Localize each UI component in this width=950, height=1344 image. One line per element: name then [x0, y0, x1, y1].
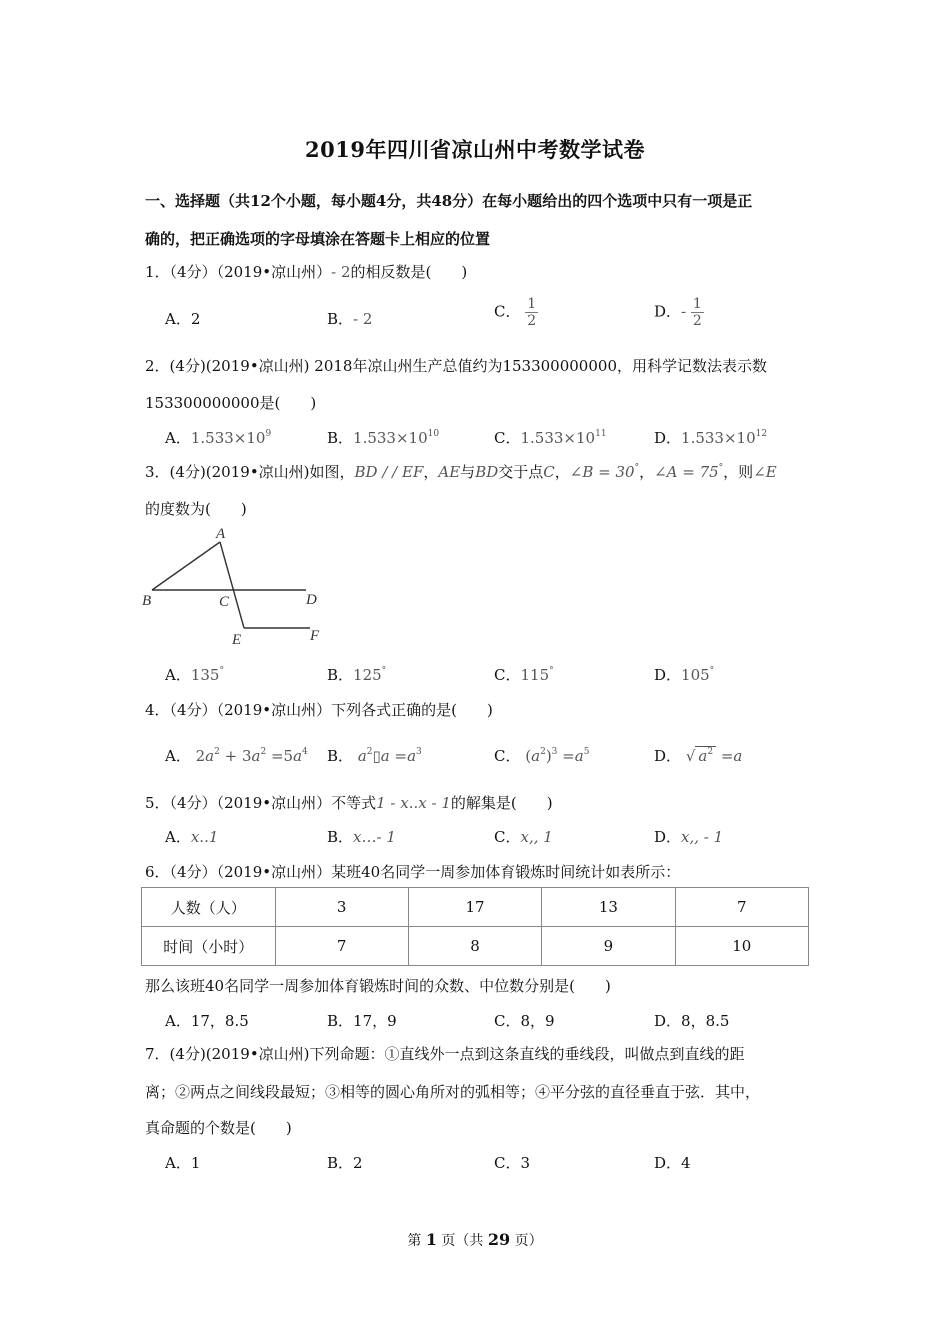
q5-option-a[interactable] — [165, 826, 218, 847]
option-formula: $2a^2 + 3a^2 =5a^4$ — [195, 747, 308, 765]
question-5 — [145, 792, 553, 813]
option-label: B． — [327, 747, 354, 765]
q5-option-d[interactable] — [654, 826, 723, 847]
degree: ° — [718, 463, 724, 473]
option-exponent: 9 — [265, 429, 272, 439]
option-label: B． — [327, 1154, 354, 1172]
segment-ba — [152, 542, 220, 590]
q3-angle-e: ∠E — [753, 463, 777, 481]
geometry-figure — [140, 520, 340, 650]
option-label: D． — [654, 828, 682, 846]
section-header-line2: 确的，把正确选项的字母填涂在答题卡上相应的位置 — [145, 230, 491, 248]
option-exponent: 12 — [755, 429, 768, 439]
option-base: 1.533×10 — [353, 429, 428, 447]
q7-option-c[interactable] — [494, 1152, 530, 1173]
option-label: A． — [165, 1154, 191, 1172]
q6-option-d[interactable] — [654, 1010, 729, 1031]
segment-ae — [220, 542, 244, 628]
q7-option-a[interactable] — [165, 1152, 200, 1173]
option-formula: $(a^2)^3 =a^5$ — [525, 747, 590, 765]
option-value: x,, - 1 — [681, 828, 724, 846]
q1-option-d[interactable] — [654, 296, 704, 329]
option-value: x,, 1 — [520, 828, 553, 846]
q4-option-a[interactable] — [165, 745, 308, 766]
q2-option-d[interactable] — [654, 427, 767, 448]
q3-bd: BD — [475, 463, 499, 481]
label-e: E — [232, 632, 242, 648]
q5-option-c[interactable] — [494, 826, 553, 847]
option-label: C． — [494, 1154, 521, 1172]
fraction — [525, 296, 538, 329]
option-value: 115 — [520, 666, 550, 684]
q4-option-c[interactable] — [494, 745, 589, 766]
table-cell: 13 — [542, 888, 675, 927]
footer-post: 页） — [510, 1233, 543, 1249]
option-value: - 2 — [353, 310, 373, 328]
footer-pre: 第 — [407, 1233, 426, 1249]
table-cell: 10 — [675, 927, 808, 966]
option-value: 2 — [353, 1154, 363, 1172]
label-f: F — [310, 628, 320, 644]
q4-option-d[interactable] — [654, 745, 742, 766]
degree: ° — [634, 463, 640, 473]
q3-option-c[interactable] — [494, 664, 554, 685]
option-value: 17，8.5 — [190, 1012, 249, 1030]
q3-yu: 与 — [460, 463, 476, 481]
q6-option-b[interactable] — [327, 1010, 397, 1031]
question-3-line2: 的度数为( ) — [145, 500, 247, 518]
q5-prefix: 5．（4分）（2019•凉山州）不等式 — [145, 794, 377, 812]
q7-option-b[interactable] — [327, 1152, 363, 1173]
table-cell: 17 — [408, 888, 541, 927]
fraction — [691, 296, 704, 329]
option-base: 1.533×10 — [520, 429, 596, 447]
q3-ze: ，则 — [723, 463, 754, 481]
degree: ° — [549, 666, 554, 676]
option-exponent: 11 — [595, 429, 607, 439]
option-sign: - — [681, 302, 691, 321]
table-cell: 7 — [675, 888, 808, 927]
option-value: 2 — [190, 310, 201, 328]
table-cell: 人数（人） — [142, 888, 276, 927]
table-row — [142, 927, 809, 966]
option-value: 1 — [190, 1154, 201, 1172]
label-b: B — [142, 593, 152, 609]
option-formula: $a^2▯a =a^3$ — [357, 747, 422, 765]
option-label: B． — [327, 310, 354, 328]
table-cell: 8 — [408, 927, 541, 966]
option-label: B． — [327, 429, 354, 447]
table-row — [142, 888, 809, 927]
question-7-line3: 真命题的个数是( ) — [145, 1119, 292, 1137]
option-label: B． — [327, 1012, 354, 1030]
option-label: C． — [494, 828, 521, 846]
q3-jiao: 交于点 — [498, 463, 544, 481]
table-cell: 3 — [275, 888, 408, 927]
q3-option-d[interactable] — [654, 664, 714, 685]
question-7-line2: 离；②两点之间线段最短；③相等的圆心角所对的弧相等；④平分弦的直径垂直于弦．其中， — [145, 1083, 761, 1101]
option-label: D． — [654, 1154, 682, 1172]
footer-mid: 页（共 — [436, 1233, 488, 1249]
option-value: 8，8.5 — [681, 1012, 730, 1030]
option-label: C． — [494, 747, 521, 765]
q3-comma: ， — [639, 463, 655, 481]
q5-option-b[interactable] — [327, 826, 396, 847]
option-formula: √ $a^2 =a$ — [685, 747, 743, 765]
option-label: B． — [327, 666, 354, 684]
q3-comma: ， — [423, 463, 439, 481]
q5-suffix: 的解集是( ) — [450, 794, 553, 812]
question-2-line2: 153300000000是( ) — [145, 394, 317, 412]
option-label: A． — [165, 1012, 191, 1030]
option-label: D． — [654, 302, 682, 321]
fraction-numerator: 1 — [692, 296, 702, 312]
q3-prefix: 3．(4分)(2019•凉山州)如图， — [145, 463, 355, 481]
question-3-line1 — [145, 461, 777, 482]
q1-expr: - 2 — [331, 263, 351, 281]
q3-ae: AE — [438, 463, 461, 481]
q1-option-c[interactable] — [494, 296, 538, 329]
table-cell: 9 — [542, 927, 675, 966]
q6-option-a[interactable] — [165, 1010, 249, 1031]
degree: ° — [709, 666, 715, 676]
option-base: 1.533×10 — [681, 429, 756, 447]
question-6: 6．（4分）（2019•凉山州）某班40名同学一周参加体育锻炼时间统计如表所示： — [145, 863, 681, 881]
option-value: 135 — [190, 666, 220, 684]
q2-option-c[interactable] — [494, 427, 607, 448]
table-cell: 7 — [275, 927, 408, 966]
section-header-line1: 一、选择题（共12个小题，每小题4分，共48分）在每小题给出的四个选项中只有一项是正 — [145, 192, 753, 210]
option-label: C． — [494, 1012, 521, 1030]
question-1 — [145, 261, 467, 282]
option-value: 3 — [520, 1154, 531, 1172]
q6-option-c[interactable] — [494, 1010, 555, 1031]
q3-angle-a: ∠A = 75 — [654, 463, 719, 481]
q1-suffix: 的相反数是( ) — [350, 263, 468, 281]
option-exponent: 10 — [427, 429, 440, 439]
q4-option-b[interactable] — [327, 745, 422, 766]
option-value: 125 — [353, 666, 382, 684]
page-title: 2019年四川省凉山州中考数学试卷 — [305, 137, 645, 162]
label-c: C — [219, 594, 230, 610]
fraction-numerator: 1 — [527, 296, 537, 312]
option-value: 4 — [681, 1154, 691, 1172]
option-label: C． — [494, 666, 521, 684]
option-value: x…- 1 — [353, 828, 396, 846]
q5-expr: 1 - x..x - 1 — [376, 794, 451, 812]
option-label: D． — [654, 429, 682, 447]
option-label: C． — [494, 429, 521, 447]
table-cell: 时间（小时） — [142, 927, 276, 966]
q1-option-a[interactable] — [165, 308, 200, 329]
q3-angle-b: ∠B = 30 — [569, 463, 635, 481]
question-4: 4．（4分）（2019•凉山州）下列各式正确的是( ) — [145, 701, 493, 719]
option-label: D． — [654, 1012, 682, 1030]
option-value: 17，9 — [353, 1012, 397, 1030]
degree: ° — [381, 666, 387, 676]
total-pages: 29 — [487, 1230, 511, 1249]
q3-point-c: C — [543, 463, 555, 481]
option-value: x..1 — [190, 828, 219, 846]
q3-comma: ， — [554, 463, 570, 481]
page-number: 1 — [425, 1230, 437, 1249]
option-label: A． — [165, 429, 191, 447]
option-label: A． — [165, 828, 191, 846]
option-value: 105 — [681, 666, 710, 684]
option-label: C． — [494, 302, 521, 321]
option-label: B． — [327, 828, 354, 846]
degree: ° — [219, 666, 224, 676]
option-label: A． — [165, 747, 191, 765]
q1-prefix: 1．（4分）（2019•凉山州） — [145, 263, 332, 281]
fraction-denominator: 2 — [527, 313, 537, 329]
option-value: 8，9 — [520, 1012, 555, 1030]
option-base: 1.533×10 — [190, 429, 266, 447]
q1-option-b[interactable] — [327, 308, 372, 329]
q2-option-b[interactable] — [327, 427, 439, 448]
q2-option-a[interactable] — [165, 427, 271, 448]
fraction-denominator: 2 — [692, 313, 702, 329]
q3-option-a[interactable] — [165, 664, 224, 685]
question-2-line1: 2．(4分)(2019•凉山州) 2018年凉山州生产总值约为153300000000，用科学记数法表示数 — [145, 357, 767, 375]
option-label: D． — [654, 666, 682, 684]
label-d: D — [306, 592, 317, 608]
label-a: A — [216, 526, 226, 542]
page-footer — [0, 1230, 950, 1250]
option-label: A． — [165, 666, 191, 684]
q3-parallel: BD / / EF — [354, 463, 424, 481]
option-label: A． — [165, 310, 191, 328]
q3-option-b[interactable] — [327, 664, 386, 685]
data-table — [141, 887, 809, 966]
question-7-line1: 7．(4分)(2019•凉山州)下列命题：①直线外一点到这条直线的垂线段，叫做点到直线的距 — [145, 1045, 745, 1063]
option-label: D． — [654, 747, 682, 765]
q7-option-d[interactable] — [654, 1152, 691, 1173]
question-6-after: 那么该班40名同学一周参加体育锻炼时间的众数、中位数分别是( ) — [145, 977, 611, 995]
